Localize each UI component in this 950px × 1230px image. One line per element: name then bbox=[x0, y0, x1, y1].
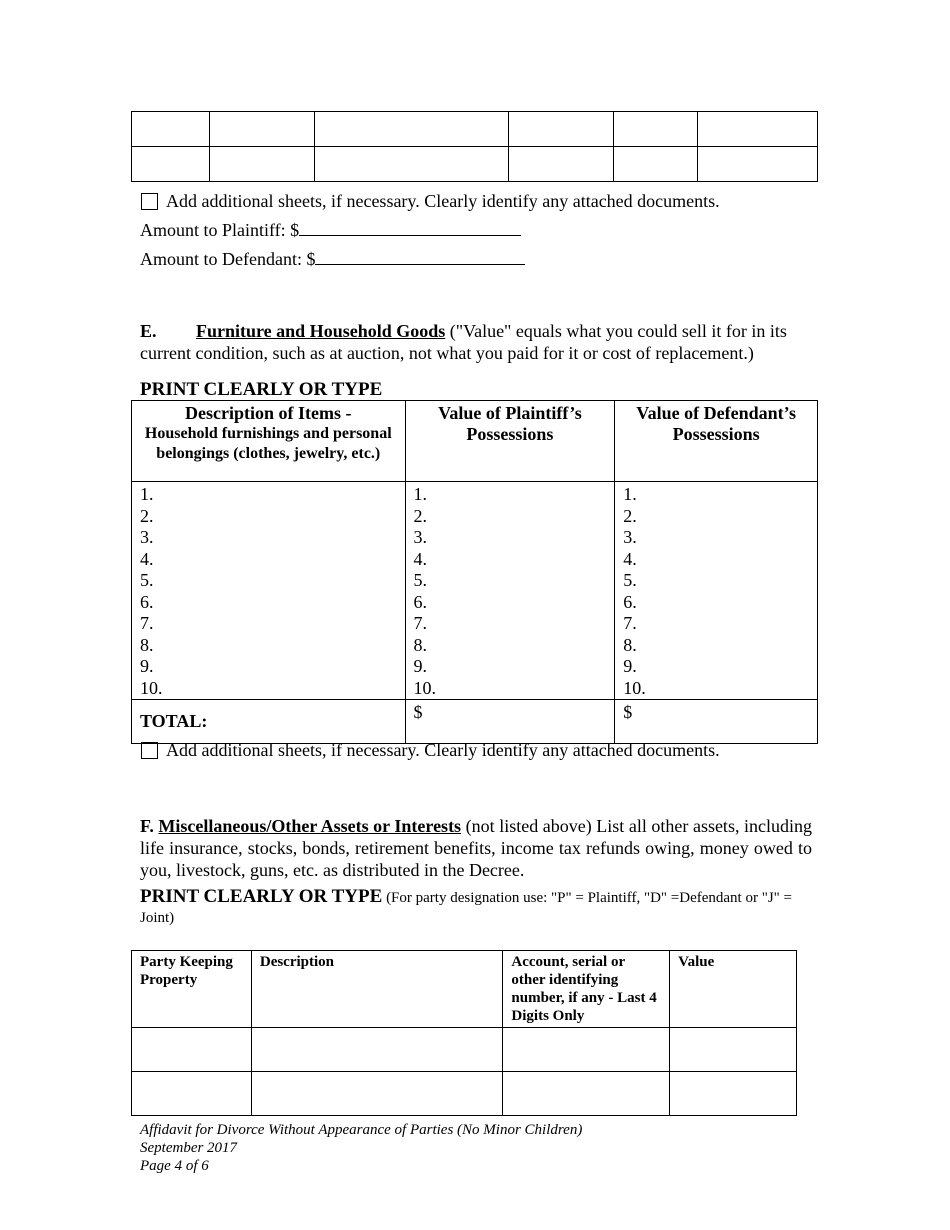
header-plaintiff-value-label: Value of Plaintiff’s Possessions bbox=[438, 403, 582, 444]
table-cell[interactable] bbox=[132, 1028, 252, 1072]
amount-to-plaintiff-label: Amount to Plaintiff: $ bbox=[140, 220, 300, 240]
table-cell[interactable] bbox=[614, 112, 698, 147]
amount-to-plaintiff bbox=[140, 219, 521, 241]
list-item: 5. bbox=[140, 570, 154, 590]
defendant-value-list bbox=[623, 484, 809, 699]
additional-sheets-checkbox[interactable] bbox=[141, 742, 158, 759]
defendant-values-cell[interactable] bbox=[615, 482, 818, 700]
list-item: 7. bbox=[413, 613, 428, 633]
section-f-title: Miscellaneous/Other Assets or Interests bbox=[158, 816, 462, 836]
table-cell[interactable] bbox=[132, 1072, 252, 1116]
list-item: 10. bbox=[140, 677, 163, 698]
total-row bbox=[132, 700, 818, 744]
additional-sheets-label: Add additional sheets, if necessary. Clearly identify any attached documents. bbox=[166, 191, 720, 211]
list-item: 4. bbox=[413, 548, 428, 569]
table-header-row bbox=[132, 401, 818, 482]
list-item: 10. bbox=[623, 677, 646, 698]
table-cell[interactable] bbox=[209, 147, 314, 182]
table-cell[interactable] bbox=[614, 147, 698, 182]
header-plaintiff-value bbox=[405, 401, 615, 482]
list-item: 6. bbox=[140, 591, 154, 612]
amount-to-defendant-field[interactable] bbox=[315, 248, 525, 265]
table-cell[interactable] bbox=[698, 112, 818, 147]
section-e-intro bbox=[140, 320, 812, 364]
list-item: 9. bbox=[140, 656, 154, 676]
footer-form-title: Affidavit for Divorce Without Appearance of Parties (No Minor Children) bbox=[140, 1122, 583, 1138]
table-cell[interactable] bbox=[132, 112, 210, 147]
header-description: Description bbox=[251, 951, 503, 1028]
list-item: 3. bbox=[623, 527, 637, 547]
misc-assets-table bbox=[131, 950, 797, 1116]
section-f-letter: F. bbox=[140, 816, 154, 836]
section-f-print-note: (For party designation use: "P" = Plaintiff, "D" =Defendant or "J" = Joint) bbox=[140, 890, 793, 926]
additional-sheets-line-d bbox=[141, 190, 720, 212]
footer-page-number: Page 4 of 6 bbox=[140, 1158, 209, 1174]
table-cell[interactable] bbox=[509, 112, 614, 147]
amount-to-defendant bbox=[140, 248, 525, 270]
list-item: 6. bbox=[623, 591, 637, 612]
header-description-main: Description of Items - bbox=[185, 403, 352, 423]
header-defendant-value bbox=[615, 401, 818, 482]
section-f-print-heading: PRINT CLEARLY OR TYPE bbox=[140, 886, 383, 907]
table-row bbox=[132, 147, 818, 182]
table-cell[interactable] bbox=[670, 1072, 797, 1116]
list-item: 5. bbox=[413, 570, 428, 590]
list-item: 6. bbox=[413, 591, 428, 612]
description-item-list bbox=[140, 484, 397, 699]
additional-sheets-label: Add additional sheets, if necessary. Clearly identify any attached documents. bbox=[166, 740, 720, 760]
table-cell[interactable] bbox=[314, 147, 509, 182]
additional-sheets-checkbox[interactable] bbox=[141, 193, 158, 210]
list-item: 2. bbox=[413, 505, 428, 526]
list-item: 1. bbox=[623, 484, 637, 504]
header-description-sub: Household furnishings and personal belongings (clothes, jewelry, etc.) bbox=[144, 425, 392, 462]
table-cell[interactable] bbox=[509, 147, 614, 182]
section-f-intro bbox=[140, 815, 812, 881]
table-cell[interactable] bbox=[251, 1028, 503, 1072]
table-cell[interactable] bbox=[132, 147, 210, 182]
section-e-print-heading: PRINT CLEARLY OR TYPE bbox=[140, 379, 383, 400]
description-items-cell[interactable] bbox=[132, 482, 406, 700]
table-cell[interactable] bbox=[698, 147, 818, 182]
furniture-table bbox=[131, 400, 818, 744]
section-e-title: Furniture and Household Goods bbox=[196, 321, 446, 341]
list-item: 8. bbox=[140, 634, 154, 655]
plaintiff-value-list bbox=[414, 484, 607, 699]
header-party-keeping: Party Keeping Property bbox=[132, 951, 252, 1028]
amount-to-defendant-label: Amount to Defendant: $ bbox=[140, 249, 316, 269]
list-item: 2. bbox=[623, 505, 637, 526]
header-description bbox=[132, 401, 406, 482]
list-item: 5. bbox=[623, 570, 637, 590]
list-item: 9. bbox=[413, 656, 428, 676]
table-cell[interactable] bbox=[503, 1028, 670, 1072]
defendant-total[interactable]: $ bbox=[615, 700, 818, 744]
table-row bbox=[132, 482, 818, 700]
plaintiff-total[interactable]: $ bbox=[405, 700, 615, 744]
section-e-description: ("Value" equals what you could sell it for in its current condition, such as at auction, not what you paid for it or cost of replacement.) bbox=[140, 321, 787, 363]
list-item: 7. bbox=[623, 613, 637, 633]
table-cell[interactable] bbox=[503, 1072, 670, 1116]
footer-date: September 2017 bbox=[140, 1140, 238, 1156]
section-e-letter: E. bbox=[140, 321, 157, 341]
continuation-table bbox=[131, 111, 818, 182]
header-value: Value bbox=[670, 951, 797, 1028]
table-cell[interactable] bbox=[209, 112, 314, 147]
section-f-description: (not listed above) List all other assets, including life insurance, stocks, bonds, retirement benefits, income tax refunds owing, money owed to you, livestock, guns, etc. as distributed in the Decree. bbox=[140, 816, 812, 880]
list-item: 1. bbox=[140, 484, 154, 504]
header-defendant-value-label: Value of Defendant’s Possessions bbox=[636, 403, 796, 444]
list-item: 4. bbox=[140, 548, 154, 569]
page-footer bbox=[140, 1121, 582, 1175]
additional-sheets-line-e bbox=[141, 739, 720, 761]
list-item: 4. bbox=[623, 548, 637, 569]
table-row bbox=[132, 1072, 797, 1116]
table-row bbox=[132, 112, 818, 147]
table-header-row bbox=[132, 951, 797, 1028]
list-item: 9. bbox=[623, 656, 637, 676]
list-item: 2. bbox=[140, 505, 154, 526]
table-cell[interactable] bbox=[314, 112, 509, 147]
list-item: 3. bbox=[140, 527, 154, 547]
table-cell[interactable] bbox=[670, 1028, 797, 1072]
header-account-number: Account, serial or other identifying number, if any - Last 4 Digits Only bbox=[503, 951, 670, 1028]
table-cell[interactable] bbox=[251, 1072, 503, 1116]
section-f-print-line bbox=[140, 886, 812, 928]
amount-to-plaintiff-field[interactable] bbox=[299, 219, 521, 236]
list-item: 8. bbox=[413, 634, 428, 655]
list-item: 1. bbox=[413, 484, 428, 504]
table-row bbox=[132, 1028, 797, 1072]
list-item: 8. bbox=[623, 634, 637, 655]
total-label: TOTAL: bbox=[132, 700, 406, 744]
list-item: 10. bbox=[413, 677, 437, 698]
plaintiff-values-cell[interactable] bbox=[405, 482, 615, 700]
list-item: 7. bbox=[140, 613, 154, 633]
list-item: 3. bbox=[413, 527, 428, 547]
